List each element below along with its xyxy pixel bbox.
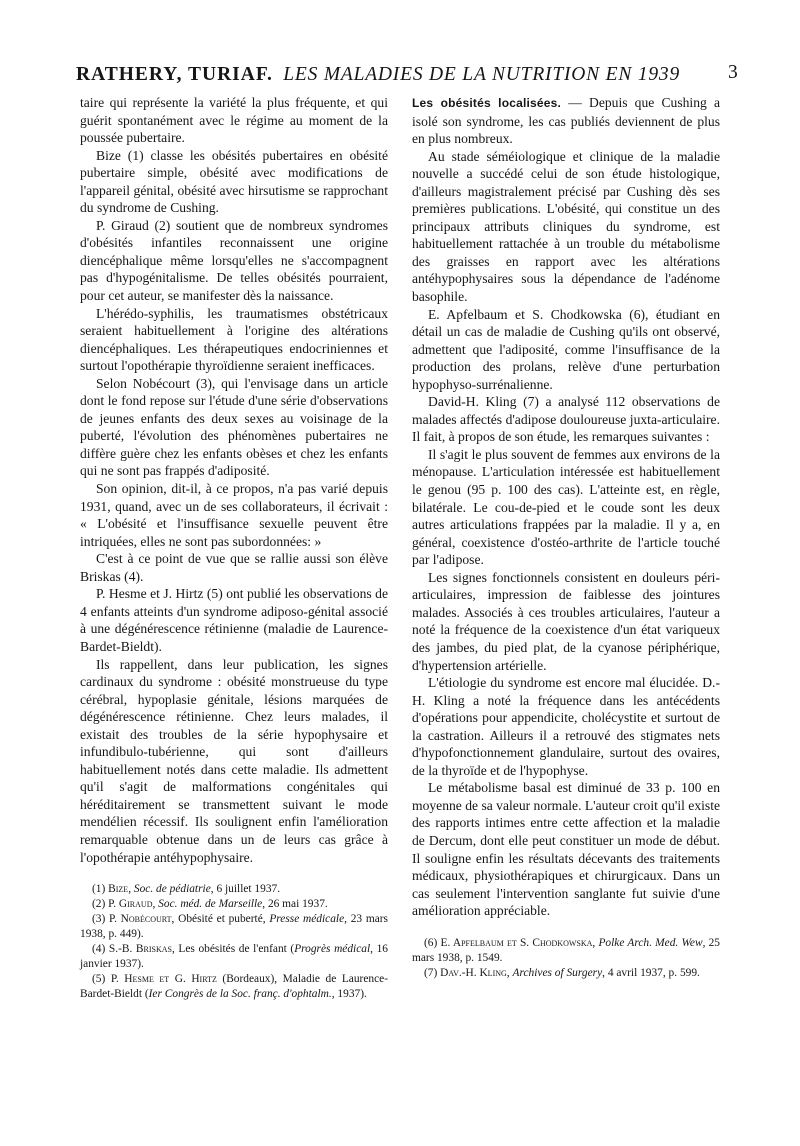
header-title: LES MALADIES DE LA NUTRITION EN 1939 — [283, 64, 681, 85]
paragraph: taire qui représente la variété la plus fréquente, et qui guérit spontanément avec le régime au moment de la poussée pubertaire. — [80, 95, 388, 146]
footnote: (5) P. Hesme et G. Hirtz (Bordeaux), Maladie de Laurence-Bardet-Bieldt (Ier Congrès de la Soc. franç. d'ophtalm., 1937). — [80, 973, 388, 1001]
paragraph: Bize (1) classe les obésités pubertaires en obésité pubertaire simple, obésité avec modifications de l'appareil génital, obésité avec hirsutisme se rapprochant du syndrome de Cushing. — [80, 147, 388, 216]
paragraph: P. Giraud (2) soutient que de nombreux syndromes d'obésités infantiles reconnaissent une origine diencéphalique même lorsqu'elles ne s'accompagnent pas d'hypogénitalisme. De telles obésités pourraient, pour cet auteur, se manifester dès la naissance. — [80, 217, 388, 304]
right-column — [412, 94, 720, 981]
paragraph: Selon Nobécourt (3), qui l'envisage dans un article dont le fond repose sur l'étude d'une série d'observations de jeunes enfants des deux sexes au voisinage de la puberté, l'évolution des phénomènes pubertaires ne diffère guère chez les enfants obèses et chez les enfants qui ne sont pas frappés d'adiposité. — [80, 375, 388, 479]
page-number: 3 — [728, 62, 738, 83]
header-authors: RATHERY, TURIAF. — [76, 64, 273, 85]
paragraph: L'étiologie du syndrome est encore mal élucidée. D.-H. Kling a noté la fréquence dans les antécédents d'opérations pour appendicite, cholécystite et surtout de la castration. Ailleurs il a retrouvé des stigmates nets d'hypofonctionnement glandulaire, surtout des ovaires, de la thyroïde et de l'hypophyse. — [412, 675, 720, 778]
paragraph: Son opinion, dit-il, à ce propos, n'a pas varié depuis 1931, quand, avec un de ses collaborateurs, il écrivait : « L'obésité et l'insuffisance sexuelle peuvent être intriquées, elles ne sont pas subordonnées: » — [80, 481, 388, 549]
paragraph: Les signes fonctionnels consistent en douleurs péri-articulaires, impression de faiblesse des jointures malades. Associés à ces troubles articulaires, l'auteur a noté la fréquence de la coexistence d'un état variqueux des jambes, du pied plat, de la cyanose périphérique, d'hypertension artérielle. — [412, 569, 720, 673]
paragraph: David-H. Kling (7) a analysé 112 observations de malades affectés d'adipose douloureuse juxta-articulaire. Il fait, à propos de son étude, les remarques suivantes : — [412, 394, 720, 445]
footnote: (2) P. Giraud, Soc. méd. de Marseille, 26 mai 1937. — [92, 898, 328, 911]
paragraph: Le métabolisme basal est diminué de 33 p. 100 en moyenne de sa valeur normale. L'auteur croit qu'il existe des rapports intimes entre cette affection et la maladie de Dercum, dont elle peut constituer un mode de début. Il souligne enfin les résultats décevants des traitements médicaux, physiothérapiques et chirurgicaux. Dans un cas seulement l'intervention sanglante fut suivie d'une amélioration appréciable. — [412, 780, 721, 919]
footnote: (6) E. Apfelbaum et S. Chodkowska, Polke Arch. Med. Wew, 25 mars 1938, p. 1549. — [412, 936, 721, 964]
footnote: (1) Bize, Soc. de pédiatrie, 6 juillet 1937. — [92, 883, 281, 896]
footnote: (7) Dav.-H. Kling, Archives of Surgery, 4 avril 1937, p. 599. — [424, 966, 700, 979]
footnotes — [80, 882, 388, 1002]
section-intro-paragraph: Les obésités localisées. — Depuis que Cushing a isolé son syndrome, les cas publiés deviennent de plus en plus nombreux. — [412, 95, 720, 147]
paragraph: L'hérédo-syphilis, les traumatismes obstétricaux seraient habituellement à l'origine des altérations diencéphaliques. Les thérapeutiques endocriniennes et surtout l'opothérapie thyroïdienne seraient inefficaces. — [80, 305, 388, 374]
paragraph: Il s'agit le plus souvent de femmes aux environs de la ménopause. L'articulation intéressée est habituellement le genou (95 p. 100 des cas). L'atteinte est, en règle, bilatérale. Le cou-de-pied et le coude sont les deux autres articulations frappées par la maladie. Il y a, en général, coexistence d'ostéo-arthrite de l'article touché par l'adipose. — [412, 446, 720, 568]
paragraph: Au stade séméiologique et clinique de la maladie nouvelle a succédé celui de son étude histologique, d'ailleurs magistralement précisé par Cushing dès ses premières publications. L'obésité, qui constitue un des principaux attributs cliniques du syndrome, est habituellement rattachée à un trouble du métabolisme des graisses en rapport avec les altérations antéhypophysaires sous la dépendance de l'adénome basophile. — [412, 148, 720, 305]
paragraph: Ils rappellent, dans leur publication, les signes cardinaux du syndrome : obésité monstrueuse du type cérébral, hypoplasie génitale, lésions marquées de dégénérescence rétinienne. Chez leurs malades, il existait des troubles de la série hypophysaire et infundibulo-tubérienne, qui sont d'ailleurs habituellement notés dans cette maladie. Ils admettent qu'il s'agit de malformations congénitales qui héréditairement se transmettent suivant le mode mendélien récessif. Ils soulignent enfin l'amélioration remarquable obtenue dans un de leurs cas grâce à l'opothérapie antéhypophysaire. — [80, 656, 388, 865]
left-column — [80, 94, 388, 1002]
footnote: (3) P. Nobécourt, Obésité et puberté, Presse médicale, 23 mars 1938, p. 449). — [80, 913, 388, 941]
paragraph: E. Apfelbaum et S. Chodkowska (6), étudiant en détail un cas de maladie de Cushing qu'ils ont observé, admettent que l'adiposité, comme l'insuffisance de la production des prolans, relève d'une perturbation hypophyso-surrénalienne. — [412, 306, 720, 392]
footnotes — [412, 936, 720, 981]
paragraph: P. Hesme et J. Hirtz (5) ont publié les observations de 4 enfants atteints d'un syndrome adiposo-génital associé à une dégénérescence rétinienne (maladie de Laurence-Bardet-Bieldt). — [80, 586, 388, 654]
footnote: (4) S.-B. Briskas, Les obésités de l'enfant (Progrès médical, 16 janvier 1937). — [80, 943, 388, 971]
paragraph: C'est à ce point de vue que se rallie aussi son élève Briskas (4). — [80, 551, 388, 584]
running-header — [76, 62, 738, 86]
section-lead: Les obésités localisées. — [412, 96, 562, 110]
